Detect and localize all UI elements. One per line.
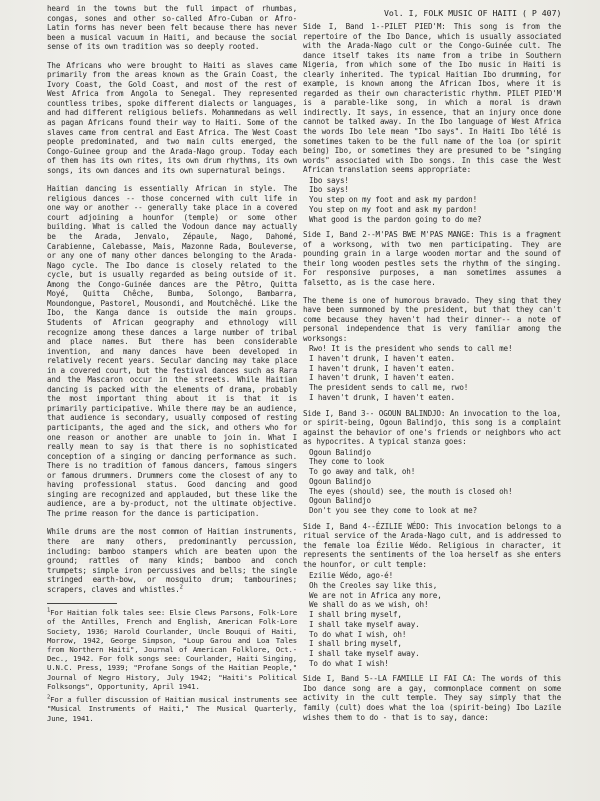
verse-line: Rwo! It is the president who sends to call me!	[309, 344, 513, 354]
page-header: Vol. I, FOLK MUSIC OF HAITI ( P 407)	[384, 8, 562, 18]
footnote-marker: 2	[47, 694, 51, 701]
verse-line: To go away and talk, oh!	[309, 467, 416, 477]
verse-line: I haven't drunk, I haven't eaten.	[309, 373, 455, 383]
paragraph: heard in the towns but the full impact of rhumbas, congas, sones and other so-called Afro-Cuban or Afro-Latin forms has never been felt because there has never been a musical vacuum in Haiti, and because the social sense of its own tradition was so deeply rooted.	[47, 4, 297, 52]
footnote-rule	[47, 603, 117, 604]
left-column	[47, 4, 297, 727]
verse-line: Ibo says!	[309, 185, 349, 195]
footnote-text: For a fuller discussion of Haitian musical instruments see "Musical Instruments of Haiti," The Musical Quarterly, June, 1941.	[47, 695, 297, 723]
verse-line: To do what I wish!	[309, 658, 389, 668]
paragraph: Haitian dancing is essentially African in style. The religious dances -- those concerned with cult life in one way or another -- generally take place in a covered court adjoining a hounfor (temple) or some other building. What is called the Vodoun dance may actually be the Arada, Jenvalo, Zépaule, Nago, Dahomé, Carabienne, Calebasse, Mais, Mazonne Rada, Bouleverse, or any one of many other dances belonging to the Arada-Nago cycle. The Ibo dance is closely related to the cycle, but is usually regarded as being outside of it. Among the Congo-Guinée dances are the Pêtro, Quitta Moyé, Quitta Chêche, Bumba, Solongo, Bambarra, Moundongue, Pastorel, Mousondi, and Moutchêché. Like the Ibo, the Kanga dance is outside the main groups. Students of African geography and ethnology will recognize among these dances a large number of tribal and place names. But there has been considerable invention, and many dances have been developed in relatively recent years. Secular dancing may take place in a covered court, but the festival dances such as Rara and the Mascaron occur in the streets. While Haitian dancing is packed with the elements of drama, probably the most important thing about it is that it is primarily participative. While there may be an audience, that audience is secondary, usually composed of resting participants, the aged and the sick, and others who for one reason or another are unable to join in. What I really mean to say is that there is no sophisticated conception of a singing or dancing performance as such. There is no tradition of famous dancers, famous singers or famous drummers. Drummers come the closest of any to having professional status. Good dancing and good singing are recognized and applauded, but these like the audience, are a by-product, not the ultimate objective. The prime reason for the dance is participation.	[47, 184, 297, 518]
verse-line: The eyes (should) see, the mouth is closed oh!	[309, 486, 513, 496]
footnote-ref: 2	[179, 584, 183, 591]
band-description: Side I, Band 5--LA FAMILLE LI FAI CA: The words of this Ibo dance song are a gay, commonplace comment on some activity in the cult temple. They say simply that the family (cult) does what the loa (spirit-being) Ibo Lazile wishes them to do - that is to say, dance:	[303, 674, 561, 722]
verse-line: We are not in Africa any more,	[309, 590, 442, 600]
verse-line: Ogoun Balindjo	[309, 447, 371, 457]
verse-line: I shall bring myself,	[309, 639, 402, 649]
paragraph: The Africans who were brought to Haiti as slaves came primarily from the areas known as the Grain Coast, the Ivory Coast, the Gold Coast, and most of the rest of West Africa from Angola to Senegal. They represented countless tribes, spoke different dialects or languages, and had different religious beliefs. Mohammedans as well as pagan Africans found their way to Haiti. Some of the slaves came from central and East Africa. The West Coast people predominated, and two main cults emerged, the Congo-Guinee group and the Arada-Nago group. Today each of them has its own rites, its own drum rhythms, its own songs, its own dances and its own supernatural beings.	[47, 60, 297, 175]
band-description: Side I, Band 2--M'PAS BWE M'PAS MANGE: This is a fragment of a worksong, with two men participating. They are pounding grain in a large wooden mortar and the sound of their long wooden pestles sets the rhythm of the singing. For responsive purposes, a man sometimes assumes a falsetto, as is the case here.	[303, 230, 561, 287]
verse-line: You step on my foot and ask my pardon!	[309, 204, 478, 214]
verse-line: I haven't drunk, I haven't eaten.	[309, 353, 455, 363]
verse-line: I shall bring myself,	[309, 610, 402, 620]
band-description: Side I, Band 1--PILET PIED'M: This song is from the repertoire of the Ibo Dance, which is usually associated with the Arada-Nago cult or the Congo-Guinée cult. The dance itself takes its name from a tribe in Southern Nigeria, from which some of the Ibo music in Haiti is clearly inherited. The typical Haitian Ibo drumming, for example, is known among the African Ibos, where it is regarded as their own characteristic rhythm. PILET PIED'M is a parable-like song, in which a moral is drawn indirectly. It says, in essence, that an injury once done cannot be talked away. In the Ibo language of West Africa the words Ibo lele mean "Ibo says". In Haiti Ibo lélé is sometimes taken to be the full name of the loa (or spirit being) Ibo, or sometimes they are presumed to be "singing words" associated with Ibo songs. In this case the West African translation seems appropriate:	[303, 22, 561, 175]
verse-line: You step on my foot and ask my pardon!	[309, 195, 478, 205]
paragraph	[47, 527, 297, 594]
verse-line: The president sends to call me, rwo!	[309, 383, 469, 393]
paragraph-text: While drums are the most common of Haitian instruments, there are many others, predominantly percussion, including: bamboo stampers which are beaten upon the ground; rattles of many kinds; bamboo and conch trumpets; simple iron percussives and bells; the single stringed earth-bow, or mosquito drum; tambourines; scrapers, claves and whistles.	[47, 527, 297, 594]
verse-line: We shall do as we wish, oh!	[309, 600, 429, 610]
verse-line: I haven't drunk, I haven't eaten.	[309, 392, 455, 402]
verse-line: They come to look	[309, 457, 385, 467]
song-verse	[303, 571, 561, 668]
verse-line: I shall take myself away.	[309, 619, 420, 629]
song-verse	[303, 176, 561, 225]
band-description: Side I, Band 3-- OGOUN BALINDJO: An invocation to the loa, or spirit-being, Ogoun Balindjo, this song is a complaint against the behavior of one's friends or neighbors who act as hypocrites. A typical stanza goes:	[303, 408, 561, 447]
song-verse	[303, 344, 561, 402]
band-description: The theme is one of humorous bravado. They sing that they have been summoned by the president, but that they can't come because they haven't had their dinner-- a note of personal independence that is very familiar among the worksongs:	[303, 295, 561, 343]
footnote	[47, 608, 297, 691]
band-description: Side I, Band 4--ÉZILIE WÉDO: This invocation belongs to a ritual service of the Arada-Nago cult, and is addressed to the female loa Ézilie Wédo. Religious in character, it represents the sentiments of the loa herself as she enters the hounfor, or cult temple:	[303, 521, 561, 569]
footnote-marker: 1	[47, 607, 51, 614]
verse-line: Ibo says!	[309, 175, 349, 185]
verse-line: Ogoun Balindjo	[309, 496, 371, 506]
verse-line: To do what I wish, oh!	[309, 629, 407, 639]
verse-line: Oh the Creoles say like this,	[309, 581, 438, 591]
footnote-text: For Haitian folk tales see: Elsie Clews Parsons, Folk-Lore of the Antilles, French and English, American Folk-Lore Society, 1936; Harold Courlander, Uncle Bouqui of Haiti, Morrow, 1942, George Simpson, "Loup Garou and Loa Tales from Northern Haiti", Journal of American Folklore, Oct.-Dec., 1942. For folk songs see: Courlander, Haiti Singing, U.N.C. Press, 1939; "Profane Songs of the Haitian People," Journal of Negro History, July 1942; "Haiti's Political Folksongs", Opportunity, April 1941.	[47, 608, 297, 691]
verse-line: I shall take myself away.	[309, 648, 420, 658]
verse-line: Don't you see they come to look at me?	[309, 505, 478, 515]
verse-line: What good is the pardon going to do me?	[309, 214, 482, 224]
footnote	[47, 695, 297, 723]
right-column	[303, 22, 561, 731]
song-verse	[303, 448, 561, 516]
footnotes	[47, 603, 297, 722]
verse-line: Ezilie Wédo, ago-é!	[309, 571, 394, 581]
verse-line: Ogoun Balindjo	[309, 476, 371, 486]
verse-line: I haven't drunk, I haven't eaten.	[309, 363, 455, 373]
